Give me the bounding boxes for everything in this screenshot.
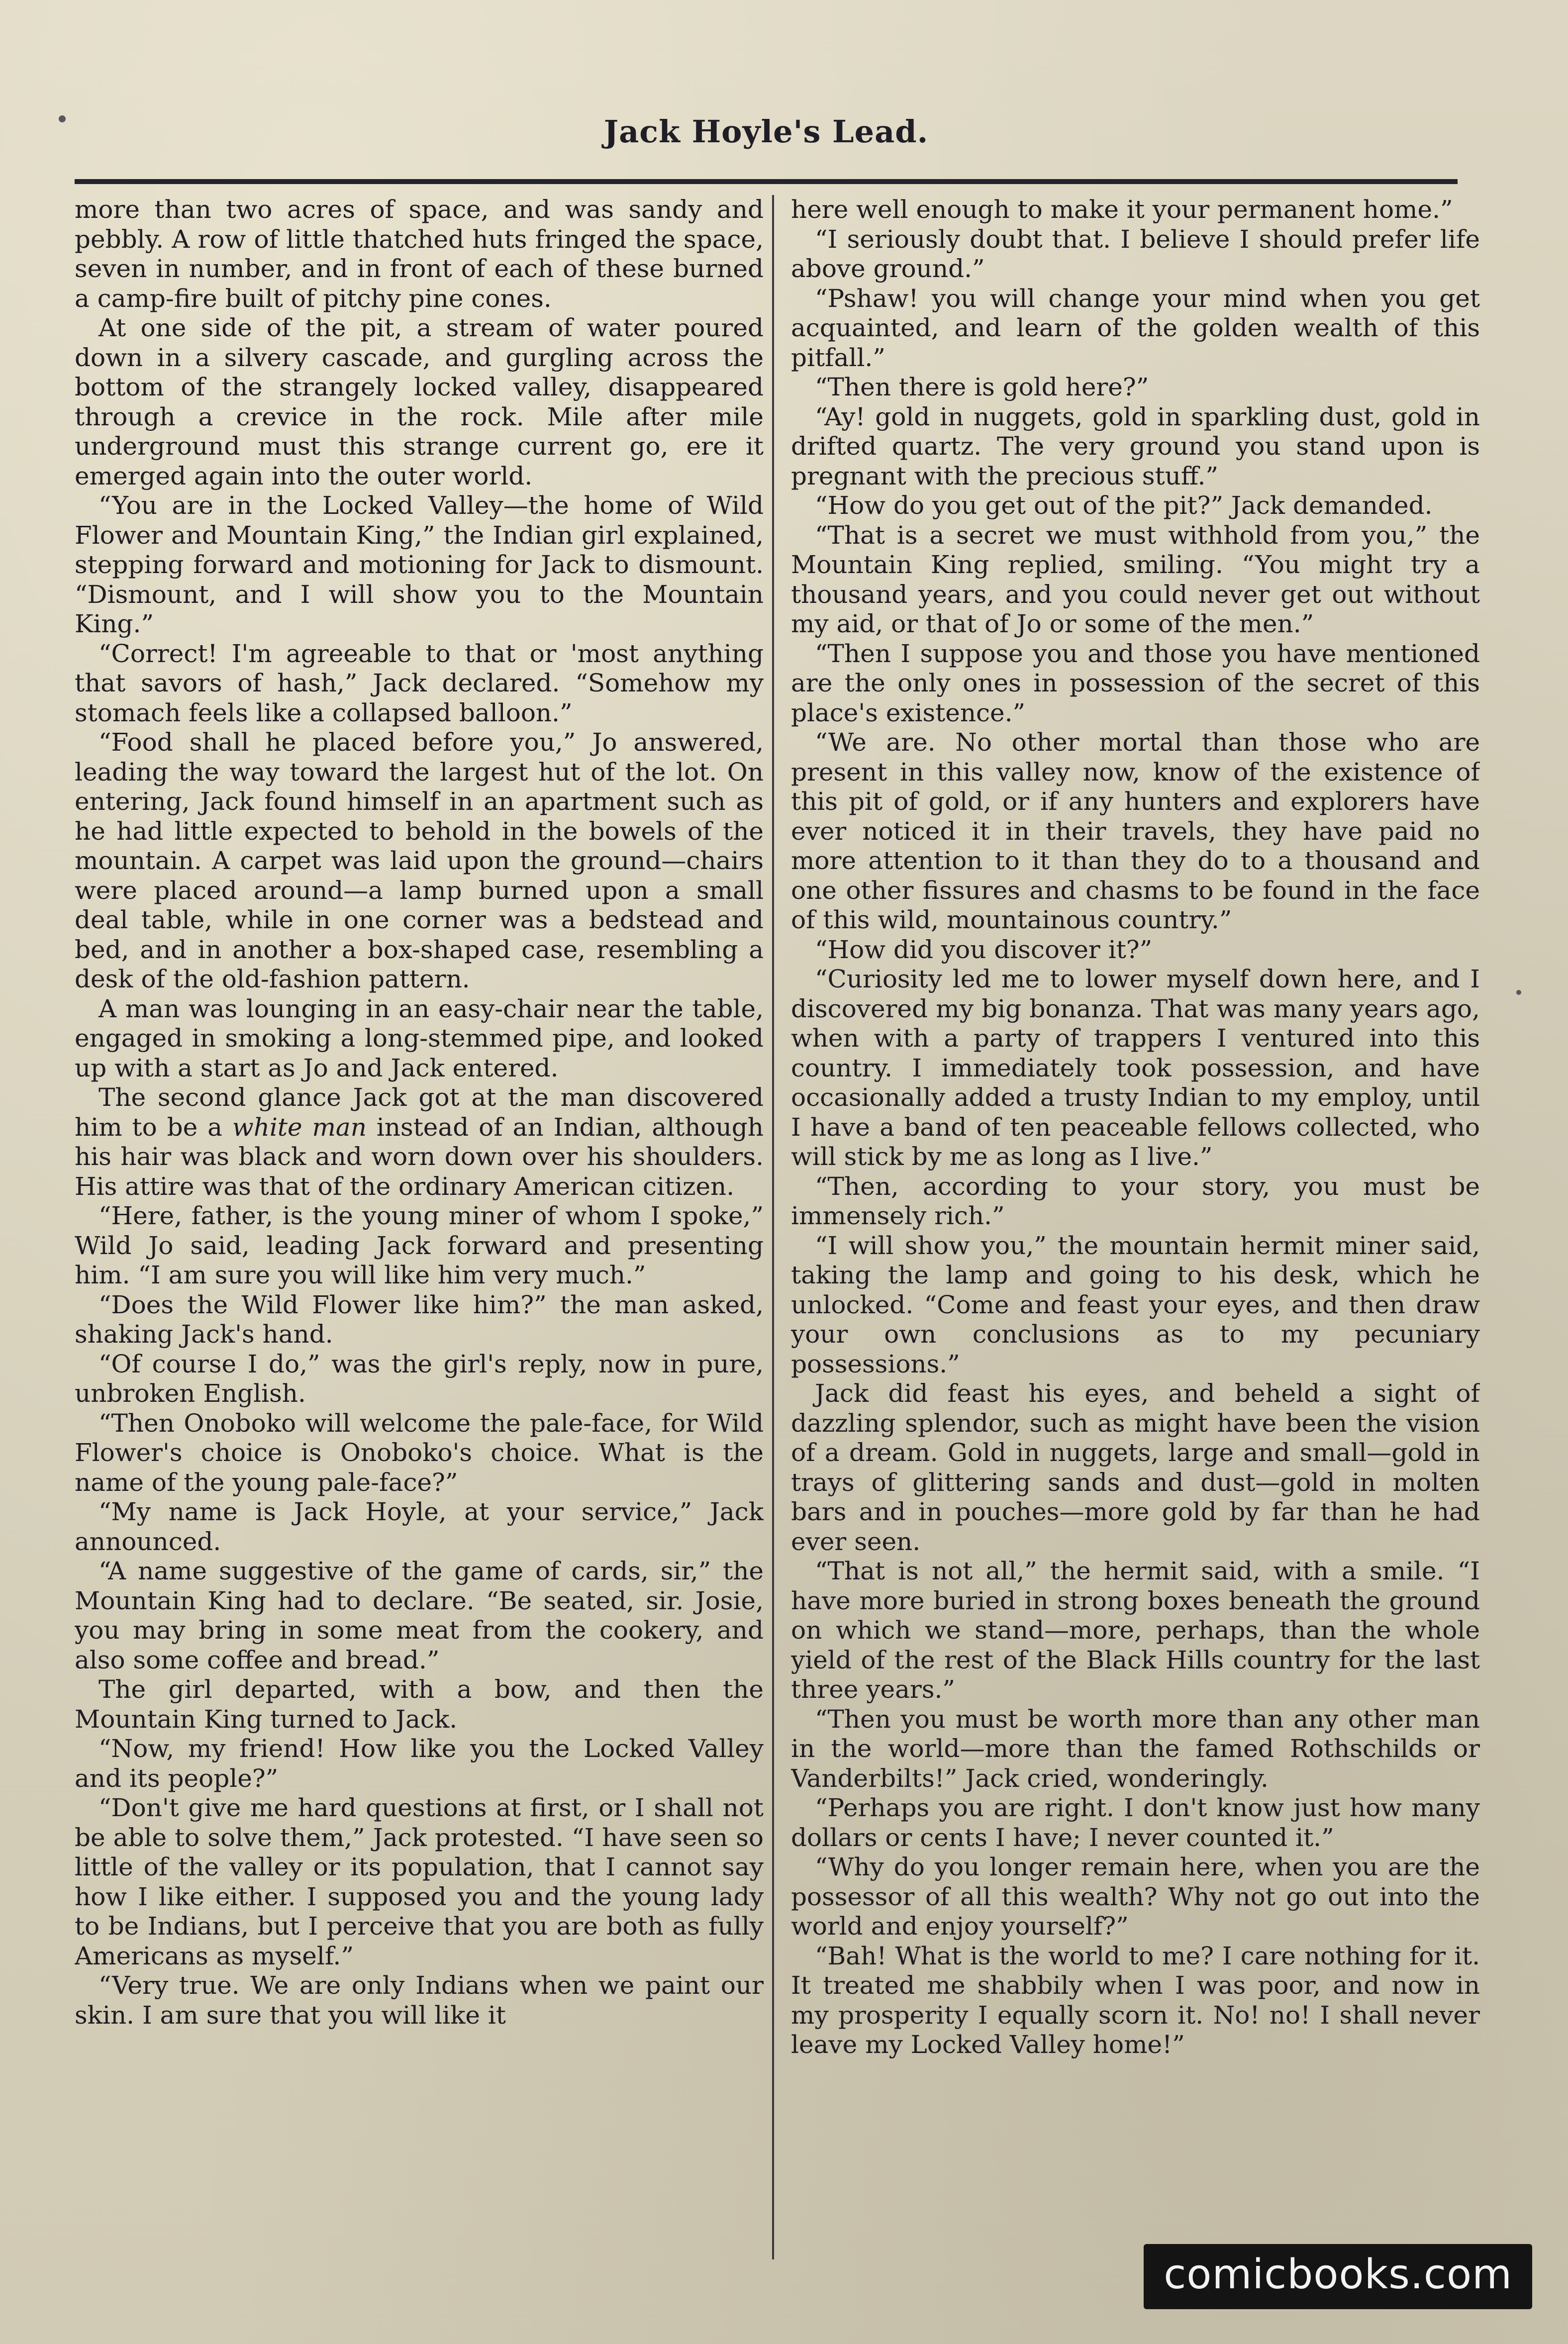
paragraph: “Why do you longer remain here, when you are the possessor of all this wealth? Why not go out into the world and enjoy yourself?” (791, 1853, 1480, 1941)
paragraph: “Then there is gold here?” (815, 373, 1149, 401)
column-divider (772, 195, 774, 2259)
paragraph: “Pshaw! you will change your mind when you get acquainted, and learn of the golden wealth of this pitfall.” (791, 284, 1480, 372)
paragraph: “That is a secret we must withhold from you,” the Mountain King replied, smiling. “You might try a thousand years, and you could never get out without my aid, or that of Jo or some of the men.” (791, 520, 1480, 638)
paper-speck (1516, 990, 1521, 995)
paragraph: “Correct! I'm agreeable to that or 'most anything that savors of hash,” Jack declared. “Somehow my stomach feels like a collapsed balloon.” (75, 639, 764, 727)
paragraph: “Then you must be worth more than any other man in the world—more than the famed Rothschilds or Vanderbilts!” Jack cried, wonderingly. (791, 1704, 1480, 1793)
right-column (791, 195, 1480, 2269)
paragraph: “Here, father, is the young miner of whom I spoke,” Wild Jo said, leading Jack forward and presenting him. “I am sure you will like him very much.” (75, 1201, 764, 1289)
paragraph: “A name suggestive of the game of cards, sir,” the Mountain King had to declare. “Be seated, sir. Josie, you may bring in some meat from the cookery, and also some coffee and bread.” (75, 1557, 764, 1674)
paragraph: Jack did feast his eyes, and beheld a sight of dazzling splendor, such as might have been the vision of a dream. Gold in nuggets, large and small—gold in trays of glittering sands and dust—gold in molten bars and in pouches—more gold by far than he had ever seen. (791, 1379, 1480, 1556)
paragraph: “How do you get out of the pit?” Jack demanded. (815, 491, 1433, 520)
paragraph: “We are. No other mortal than those who are present in this valley now, know of the existence of this pit of gold, or if any hunters and explorers have ever noticed it in their travels, they have paid no more attention to it than they do to a thousand and one other fissures and chasms to be found in the face of this wild, mountainous country.” (791, 728, 1480, 934)
paragraph: here well enough to make it your permanent home.” (791, 195, 1453, 224)
paragraph: “You are in the Locked Valley—the home of Wild Flower and Mountain King,” the Indian girl explained, stepping forward and motioning for Jack to dismount. “Dismount, and I will show you to the Mountain King.” (75, 491, 764, 638)
emphasis-text: white man (232, 1112, 367, 1142)
paragraph: “Very true. We are only Indians when we paint our skin. I am sure that you will like it (75, 1971, 764, 2030)
paragraph: more than two acres of space, and was sandy and pebbly. A row of little thatched huts fringed the space, seven in number, and in front of each of these burned a camp-fire built of pitchy pine cones. (75, 195, 764, 313)
paragraph: “Bah! What is the world to me? I care nothing for it. It treated me shabbily when I was poor, and now in my prosperity I equally scorn it. No! no! I shall never leave my Locked Valley home!” (791, 1941, 1480, 2059)
paragraph: “Then I suppose you and those you have mentioned are the only ones in possession of the secret of this place's existence.” (791, 639, 1480, 727)
header-rule (75, 179, 1458, 184)
paper-speck (59, 115, 66, 122)
paragraph: At one side of the pit, a stream of water poured down in a silvery cascade, and gurgling across the bottom of the strangely locked valley, disappeared through a crevice in the rock. Mile after mile underground must this strange current go, ere it emerged again into the outer world. (75, 313, 764, 490)
paragraph: “Curiosity led me to lower myself down here, and I discovered my big bonanza. That was many years ago, when with a party of trappers I ventured into this country. I immediately took possession, and have occasionally added a trusty Indian to my employ, until I have a band of ten peaceable fellows collected, who will stick by me as long as I live.” (791, 965, 1480, 1171)
paragraph: “Perhaps you are right. I don't know just how many dollars or cents I have; I never counted it.” (791, 1793, 1480, 1852)
paragraph: “That is not all,” the hermit said, with a smile. “I have more buried in strong boxes beneath the ground on which we stand—more, perhaps, than the whole yield of the rest of the Black Hills country for the last three years.” (791, 1557, 1480, 1704)
paragraph: “Don't give me hard questions at first, or I shall not be able to solve them,” Jack protested. “I have seen so little of the valley or its population, that I cannot say how I like either. I supposed you and the young lady to be Indians, but I perceive that you are both as fully Americans as myself.” (75, 1793, 764, 1970)
paragraph: “Of course I do,” was the girl's reply, now in pure, unbroken English. (75, 1349, 764, 1408)
paragraph: “My name is Jack Hoyle, at your service,” Jack announced. (75, 1497, 764, 1556)
paragraph: “I seriously doubt that. I believe I should prefer life above ground.” (791, 224, 1480, 283)
paragraph: A man was lounging in an easy-chair near the table, engaged in smoking a long-stemmed pipe, and looked up with a start as Jo and Jack entered. (75, 994, 764, 1082)
paragraph: “How did you discover it?” (815, 935, 1153, 964)
paragraph: The second glance Jack got at the man discovered him to be a white man instead of an Indian, although his hair was black and worn down over his shoulders. His attire was that of the ordinary American citizen. (75, 1083, 764, 1201)
paragraph: “Ay! gold in nuggets, gold in sparkling dust, gold in drifted quartz. The very ground you stand upon is pregnant with the precious stuff.” (791, 402, 1480, 490)
paragraph: “Then, according to your story, you must be immensely rich.” (791, 1172, 1480, 1230)
left-column (75, 195, 764, 2269)
paragraph: “Does the Wild Flower like him?” the man asked, shaking Jack's hand. (75, 1290, 764, 1349)
watermark-badge: comicbooks.com (1144, 2244, 1532, 2309)
page-header-title: Jack Hoyle's Lead. (603, 113, 929, 150)
paragraph: “Then Onoboko will welcome the pale-face, for Wild Flower's choice is Onoboko's choice. What is the name of the young pale-face?” (75, 1408, 764, 1497)
paragraph: “Now, my friend! How like you the Locked Valley and its people?” (75, 1734, 764, 1793)
paragraph: “Food shall he placed before you,” Jo answered, leading the way toward the largest hut of the lot. On entering, Jack found himself in an apartment such as he had little expected to behold in the bowels of the mountain. A carpet was laid upon the ground—chairs were placed around—a lamp burned upon a small deal table, while in one corner was a bedstead and bed, and in another a box-shaped case, resembling a desk of the old-fashion pattern. (75, 728, 764, 993)
paragraph: The girl departed, with a bow, and then the Mountain King turned to Jack. (75, 1675, 764, 1734)
paragraph: “I will show you,” the mountain hermit miner said, taking the lamp and going to his desk, which he unlocked. “Come and feast your eyes, and then draw your own conclusions as to my pecuniary possessions.” (791, 1231, 1480, 1378)
